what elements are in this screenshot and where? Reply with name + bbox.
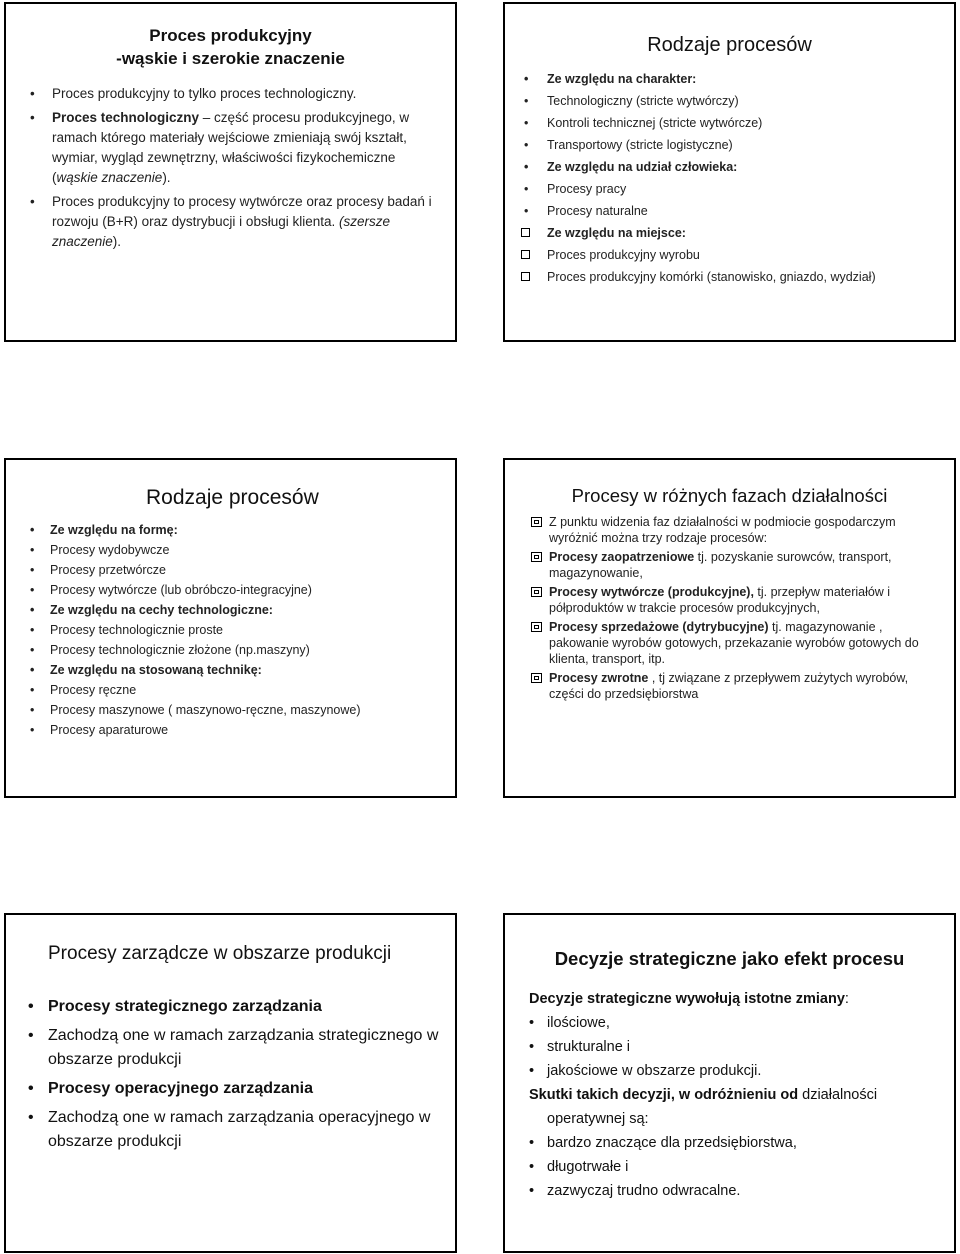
list-item: • Ze względu na stosowaną technikę: [30, 660, 445, 680]
bullet-list [28, 995, 445, 1159]
flag-bullet-icon [531, 587, 542, 597]
list-item: • ilościowe, [529, 1011, 944, 1035]
list-item: • Transportowy (stricte logistyczne) [521, 134, 944, 156]
list-item: • Technologiczny (stricte wytwórczy) [521, 90, 944, 112]
bullet-icon: • [529, 1039, 535, 1055]
bullet-icon: • [529, 1135, 535, 1151]
bullet-icon: • [529, 1063, 535, 1079]
list-item: • Procesy maszynowe ( maszynowo-ręczne, maszynowe) [30, 700, 445, 720]
bullet-icon: • [30, 194, 35, 209]
bullet-icon: • [529, 1015, 535, 1031]
bullet-icon: • [30, 683, 35, 697]
slide-title: Decyzje strategiczne jako efekt procesu [554, 948, 905, 969]
title-line-1: Proces produkcyjny [149, 26, 312, 45]
slide-title: Rodzaje procesów [647, 34, 812, 56]
slide-body [529, 987, 944, 1203]
bullet-icon: • [529, 1183, 535, 1199]
slide-title: Rodzaje procesów [146, 486, 319, 509]
bullet-icon: • [524, 160, 529, 174]
list-item: Procesy zaopatrzeniowe tj. pozyskanie surowców, transport, magazynowanie, [531, 549, 938, 581]
bullet-list [30, 84, 441, 256]
list-item: • Procesy aparaturowe [30, 720, 445, 740]
checkbox-square-icon [521, 228, 530, 237]
list-item: • zazwyczaj trudno odwracalne. [529, 1179, 944, 1203]
list-item: Procesy sprzedażowe (dytrybucyjne) tj. magazynowanie , pakowanie wyrobów gotowych, przekazanie wyrobów gotowych do klienta, transport, itp. [531, 619, 938, 667]
bullet-list [30, 520, 445, 740]
list-item: • długotrwałe i [529, 1155, 944, 1179]
list-item: • Ze względu na formę: [30, 520, 445, 540]
bullet-icon: • [30, 110, 35, 125]
list-item: • jakościowe w obszarze produkcji. [529, 1059, 944, 1083]
bullet-icon: • [30, 523, 35, 537]
bullet-icon: • [30, 583, 35, 597]
bullet-icon: • [30, 86, 35, 101]
bullet-icon: • [524, 182, 529, 196]
bullet-list [531, 514, 938, 705]
bullet-list [521, 68, 944, 288]
bullet-icon: • [30, 543, 35, 557]
slide-title: Procesy zarządcze w obszarze produkcji [48, 943, 392, 964]
slide-production-process [4, 2, 457, 342]
list-item: Procesy zwrotne , tj związane z przepływem zużytych wyrobów, części do przedsiębiorstwa [531, 670, 938, 702]
list-item: Ze względu na miejsce: [521, 222, 944, 244]
list-item: • Proces technologiczny – część procesu produkcyjnego, w ramach którego materiały wejściowe zmieniają swój kształt, wymiar, wygląd zewnętrzny, właściwości fizykochemiczne (wąskie znaczenie). [30, 110, 410, 185]
bullet-icon: • [30, 663, 35, 677]
checkbox-square-icon [521, 250, 530, 259]
list-item: • Procesy ręczne [30, 680, 445, 700]
list-item: Procesy wytwórcze (produkcyjne), tj. przepływ materiałów i półproduktów w trakcie procesów produkcyjnych, [531, 584, 938, 616]
bullet-icon: • [28, 1027, 34, 1044]
list-item: • Procesy strategicznego zarządzania [28, 995, 445, 1019]
bullet-icon: • [30, 563, 35, 577]
list-item: • bardzo znaczące dla przedsiębiorstwa, [529, 1131, 944, 1155]
bullet-icon: • [524, 138, 529, 152]
list-item: • Ze względu na cechy technologiczne: [30, 600, 445, 620]
bullet-icon: • [30, 623, 35, 637]
bullet-icon: • [524, 94, 529, 108]
slide-title: Procesy w różnych fazach działalności [571, 485, 888, 506]
bullet-icon: • [28, 1080, 34, 1097]
bullet-icon: • [28, 998, 34, 1015]
flag-bullet-icon [531, 552, 542, 562]
list-item: Z punktu widzenia faz działalności w podmiocie gospodarczym wyróżnić można trzy rodzaje procesów: [531, 514, 938, 546]
list-item: • Procesy naturalne [521, 200, 944, 222]
slide-process-types-2 [4, 458, 457, 798]
list-item: • Kontroli technicznej (stricte wytwórcze) [521, 112, 944, 134]
flag-bullet-icon [531, 673, 542, 683]
bullet-icon: • [30, 723, 35, 737]
list-item: • Ze względu na udział człowieka: [521, 156, 944, 178]
bullet-icon: • [30, 703, 35, 717]
bullet-icon: • [524, 116, 529, 130]
list-item: • Procesy technologicznie proste [30, 620, 445, 640]
slide-management-processes [4, 913, 457, 1253]
list-item: • Procesy wytwórcze (lub obróbczo-integracyjne) [30, 580, 445, 600]
bullet-icon: • [524, 204, 529, 218]
slide-title [6, 24, 455, 70]
bullet-icon: • [529, 1159, 535, 1175]
list-item: • Proces produkcyjny to tylko proces technologiczny. [30, 84, 441, 104]
list-item: • strukturalne i [529, 1035, 944, 1059]
bullet-icon: • [30, 603, 35, 617]
flag-bullet-icon [531, 517, 542, 527]
slide-strategic-decisions [503, 913, 956, 1253]
list-item: Proces produkcyjny wyrobu [521, 244, 944, 266]
list-item: • Ze względu na charakter: [521, 68, 944, 90]
list-item: • Zachodzą one w ramach zarządzania strategicznego w obszarze produkcji [28, 1024, 445, 1072]
slide-process-types-1 [503, 2, 956, 342]
list-item: • Proces produkcyjny to procesy wytwórcze oraz procesy badań i rozwoju (B+R) oraz dystrybucji i obsługi klienta. (szersze znaczenie). [30, 194, 432, 249]
flag-bullet-icon [531, 622, 542, 632]
title-line-2: -wąskie i szerokie znaczenie [116, 49, 345, 68]
bullet-icon: • [30, 643, 35, 657]
effects-text: Skutki takich decyzji, w odróżnieniu od działalności [529, 1087, 878, 1103]
list-item: Proces produkcyjny komórki (stanowisko, gniazdo, wydział) [521, 266, 944, 288]
bullet-icon: • [524, 72, 529, 86]
checkbox-square-icon [521, 272, 530, 281]
lead-text: Decyzje strategiczne wywołują istotne zmiany: [529, 991, 849, 1007]
effects-text-continued: operatywnej są: [547, 1111, 649, 1127]
list-item: • Procesy technologicznie złożone (np.maszyny) [30, 640, 445, 660]
list-item: • Procesy wydobywcze [30, 540, 445, 560]
list-item: • Procesy przetwórcze [30, 560, 445, 580]
bullet-icon: • [28, 1109, 34, 1126]
list-item: • Zachodzą one w ramach zarządzania operacyjnego w obszarze produkcji [28, 1106, 445, 1154]
list-item: • Procesy operacyjnego zarządzania [28, 1077, 445, 1101]
slide-process-phases [503, 458, 956, 798]
list-item: • Procesy pracy [521, 178, 944, 200]
